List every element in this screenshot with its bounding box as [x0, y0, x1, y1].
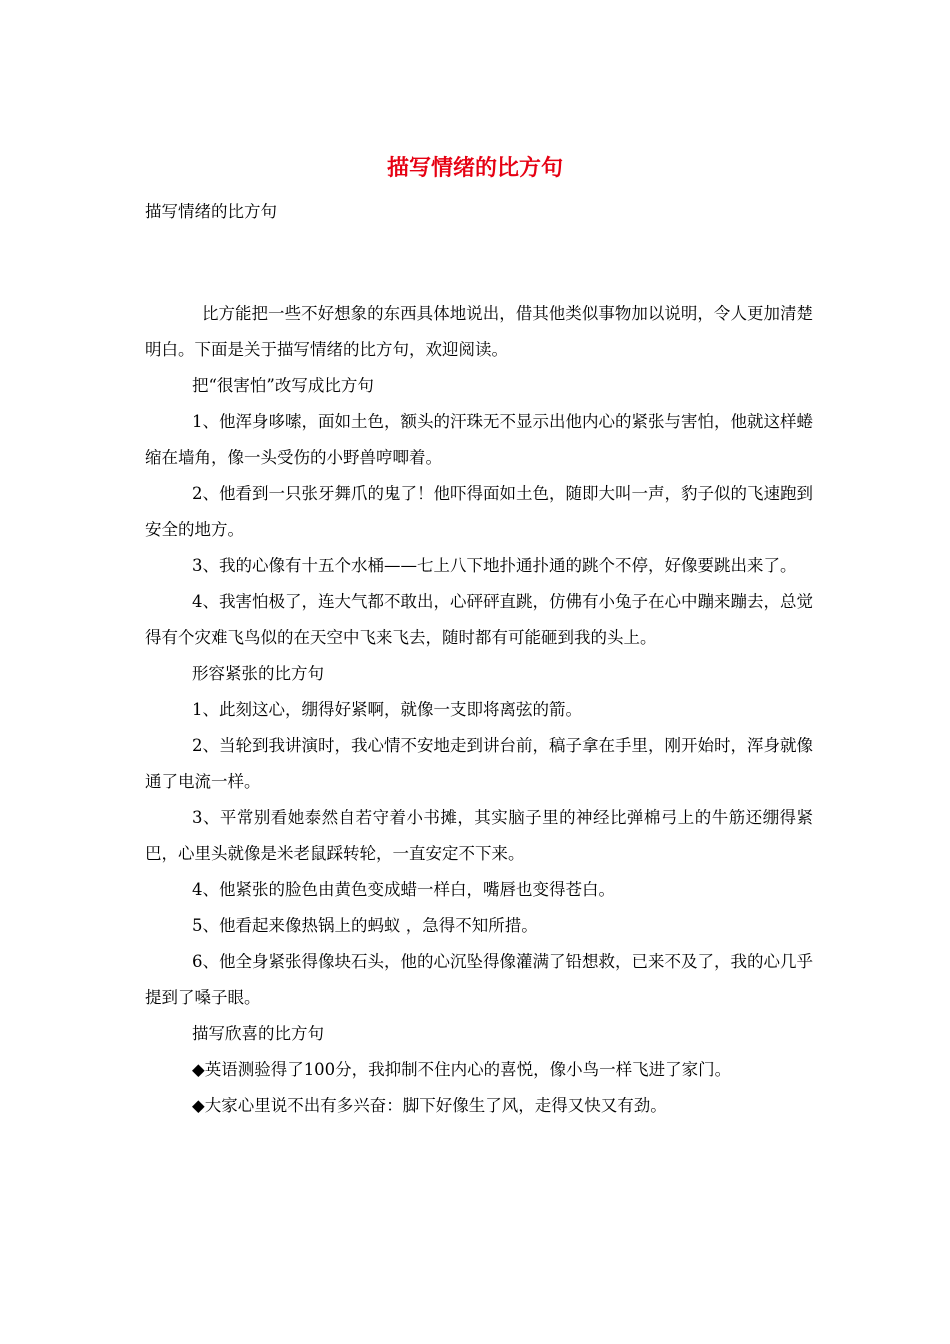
document-title: 描写情绪的比方句 — [386, 155, 563, 181]
document-body — [145, 296, 813, 1124]
list-item: 6、他全身紧张得像块石头，他的心沉坠得像灌满了铅想救，已来不及了，我的心几乎提到了嗓子眼。 — [145, 952, 813, 1007]
list-item: 1、他浑身哆嗦，面如土色，额头的汗珠无不显示出他内心的紧张与害怕，他就这样蜷缩在墙角，像一头受伤的小野兽哼唧着。 — [145, 412, 813, 467]
list-item: ◆大家心里说不出有多兴奋：脚下好像生了风，走得又快又有劲。 — [192, 1096, 667, 1115]
list-item: 5、他看起来像热锅上的蚂蚁 ，急得不知所措。 — [192, 916, 538, 935]
list-item: 2、当轮到我讲演时，我心情不安地走到讲台前，稿子拿在手里，刚开始时，浑身就像通了电流一样。 — [145, 736, 813, 791]
section-heading-joy: 描写欣喜的比方句 — [192, 1024, 324, 1043]
section-heading-fear: 把“很害怕”改写成比方句 — [192, 376, 374, 395]
list-item: ◆英语测验得了100分，我抑制不住内心的喜悦，像小鸟一样飞进了家门。 — [192, 1060, 732, 1079]
list-item: 4、他紧张的脸色由黄色变成蜡一样白，嘴唇也变得苍白。 — [192, 880, 615, 899]
intro-paragraph: 比方能把一些不好想象的东西具体地说出，借其他类似事物加以说明，令人更加清楚明白。下面是关于描写情绪的比方句，欢迎阅读。 — [145, 304, 813, 359]
list-item: 1、此刻这心，绷得好紧啊，就像一支即将离弦的箭。 — [192, 700, 582, 719]
section-heading-nervous: 形容紧张的比方句 — [192, 664, 324, 683]
list-item: 3、我的心像有十五个水桶——七上八下地扑通扑通的跳个不停，好像要跳出来了。 — [192, 556, 797, 575]
document-subtitle: 描写情绪的比方句 — [145, 202, 277, 221]
list-item: 2、他看到一只张牙舞爪的鬼了！他吓得面如土色，随即大叫一声，豹子似的飞速跑到安全的地方。 — [145, 484, 813, 539]
list-item: 4、我害怕极了，连大气都不敢出，心砰砰直跳，仿佛有小兔子在心中蹦来蹦去，总觉得有个灾难飞鸟似的在天空中飞来飞去，随时都有可能砸到我的头上。 — [145, 592, 813, 647]
list-item: 3、平常别看她泰然自若守着小书摊，其实脑子里的神经比弹棉弓上的牛筋还绷得紧巴，心里头就像是米老鼠踩转轮，一直安定不下来。 — [145, 808, 813, 863]
